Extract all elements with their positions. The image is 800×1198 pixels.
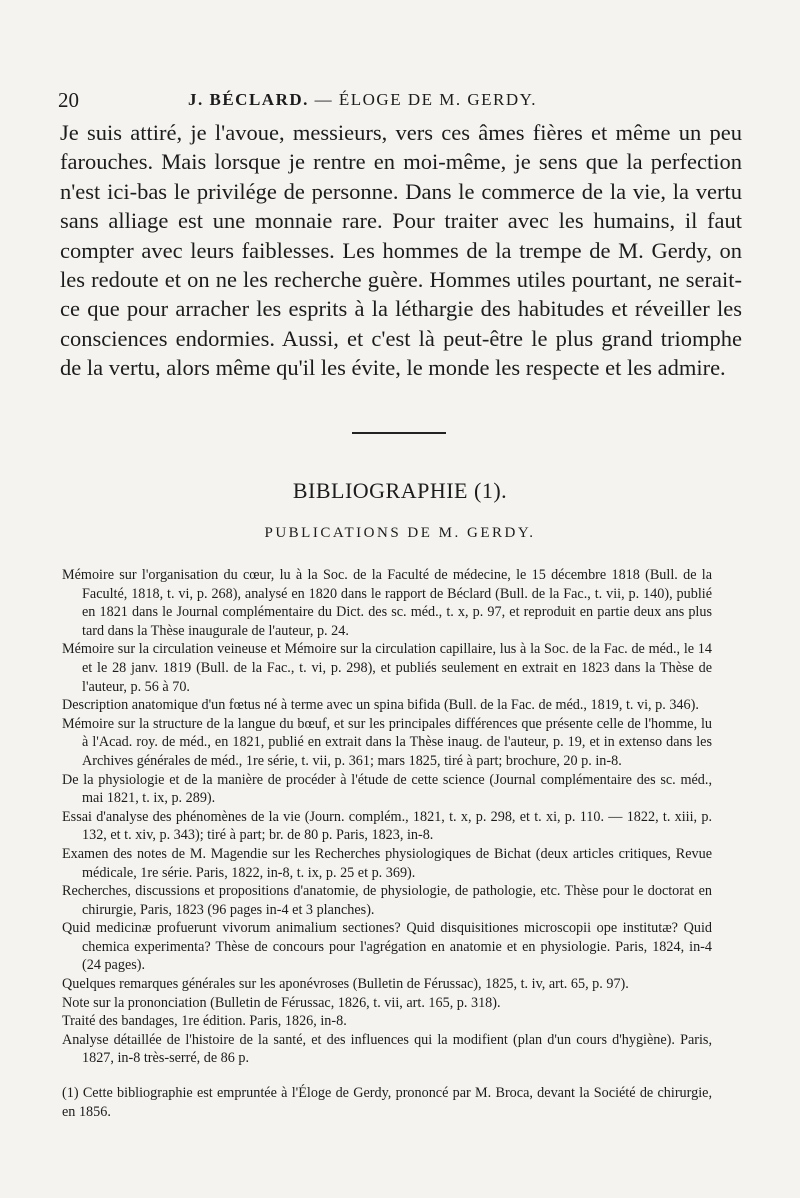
bibliography-entry: Description anatomique d'un fœtus né à terme avec un spina bifida (Bull. de la Fac. de méd., 1819, t. vi, p. 346). — [62, 697, 699, 714]
body-text — [60, 118, 742, 383]
section-divider — [352, 432, 446, 434]
bibliography-entry: Traité des bandages, 1re édition. Paris, 1826, in-8. — [62, 1013, 347, 1030]
running-head-author: J. BÉCLARD. — [188, 90, 309, 109]
running-head-dash: — — [314, 90, 334, 109]
bibliography-entry: De la physiologie et de la manière de procéder à l'étude de cette science (Journal complémentaire des sc. méd., mai 1821, t. ix, p. 289). — [62, 771, 712, 807]
page-number: 20 — [58, 88, 79, 112]
section-subtitle: PUBLICATIONS DE M. GERDY. — [264, 525, 536, 541]
running-header — [58, 88, 742, 118]
running-head — [188, 90, 537, 110]
section-title: BIBLIOGRAPHIE (1). — [292, 478, 508, 503]
bibliography-entry: Essai d'analyse des phénomènes de la vie (Journ. complém., 1821, t. x, p. 298, et t. xi, p. 110. — 1822, t. xiii, p. 132, et t. xiv, p. 343); tiré à part; br. de 80 p. Paris, 1823, in-8. — [62, 808, 712, 844]
footnote: (1) Cette bibliographie est empruntée à l'Éloge de Gerdy, prononcé par M. Broca, devant la Société de chirurgie, en 1856. — [62, 1085, 712, 1120]
bibliography-entry: Mémoire sur la circulation veineuse et Mémoire sur la circulation capillaire, lus à la Soc. de la Fac. de méd., le 14 et le 28 janv. 1819 (Bull. de la Fac., t. vi, p. 298), et publiés seulement en extrait en 1823 dans la Thèse de l'auteur, p. 56 à 70. — [62, 641, 712, 695]
bibliography-entry: Recherches, discussions et propositions d'anatomie, de physiologie, de pathologie, etc. Thèse pour le doctorat en chirurgie, Paris, 1823 (96 pages in-4 et 3 planches). — [62, 883, 712, 918]
bibliography-entry: Mémoire sur la structure de la langue du bœuf, et sur les principales différences que présente celle de l'homme, lu à l'Acad. roy. de méd., en 1821, publié en extrait dans la Thèse inaug. de l'auteur, p. 19, et in extenso dans les Archives générales de méd., 1re série, t. vii, p. 361; mars 1825, tiré à part; brochure, 20 p. in-8. — [62, 715, 712, 769]
bibliography-entry: Mémoire sur l'organisation du cœur, lu à la Soc. de la Faculté de médecine, le 15 décembre 1818 (Bull. de la Faculté, 1818, t. vi, p. 268), analysé en 1820 dans le rapport de Béclard (Bull. de la Fac., t. vii, p. 140), publié en 1821 dans le Journal complémentaire du Dict. des sc. méd., t. x, p. 97, et reproduit en partie deux ans plus tard dans la Thèse inaugurale de l'auteur, p. 24. — [62, 567, 712, 639]
bibliography-entry: Quelques remarques générales sur les aponévroses (Bulletin de Férussac), 1825, t. iv, art. 65, p. 97). — [62, 976, 629, 993]
bibliography-list — [62, 566, 712, 1068]
body-paragraph: Je suis attiré, je l'avoue, messieurs, vers ces âmes fières et même un peu farouches. Mais lorsque je rentre en moi-même, je sens que la perfection n'est ici-bas le privilége de personne. Dans le commerce de la vie, la vertu sans alliage est une monnaie rare. Pour traiter avec les humains, il faut compter avec leurs faiblesses. Les hommes de la trempe de M. Gerdy, on les redoute et on ne les recherche guère. Hommes utiles pourtant, ne serait-ce que pour arracher les esprits à la léthargie des habitudes et réveiller les consciences endormies. Aussi, et c'est là peut-être le plus grand triomphe de la vertu, alors même qu'il les évite, le monde les respecte et les admire. — [60, 120, 742, 381]
bibliography-entry: Note sur la prononciation (Bulletin de Férussac, 1826, t. vii, art. 165, p. 318). — [62, 994, 501, 1011]
bibliography-entry: Examen des notes de M. Magendie sur les Recherches physiologiques de Bichat (deux articles critiques, Revue médicale, 1re série. Paris, 1822, in-8, t. ix, p. 25 et p. 369). — [62, 845, 712, 881]
running-head-title: ÉLOGE DE M. GERDY. — [338, 90, 537, 109]
bibliography-entry: Analyse détaillée de l'histoire de la santé, et des influences qui la modifient (plan d'un cours d'hygiène). Paris, 1827, in-8 très-serré, de 86 p. — [62, 1031, 712, 1067]
bibliography-entry: Quid medicinæ profuerunt vivorum animalium sectiones? Quid disquisitiones microscopii ope institutæ? Quid chemica experimenta? Thèse de concours pour l'agrégation en anatomie et en physiologie. Paris, 1824, in-4 (24 pages). — [62, 920, 712, 974]
